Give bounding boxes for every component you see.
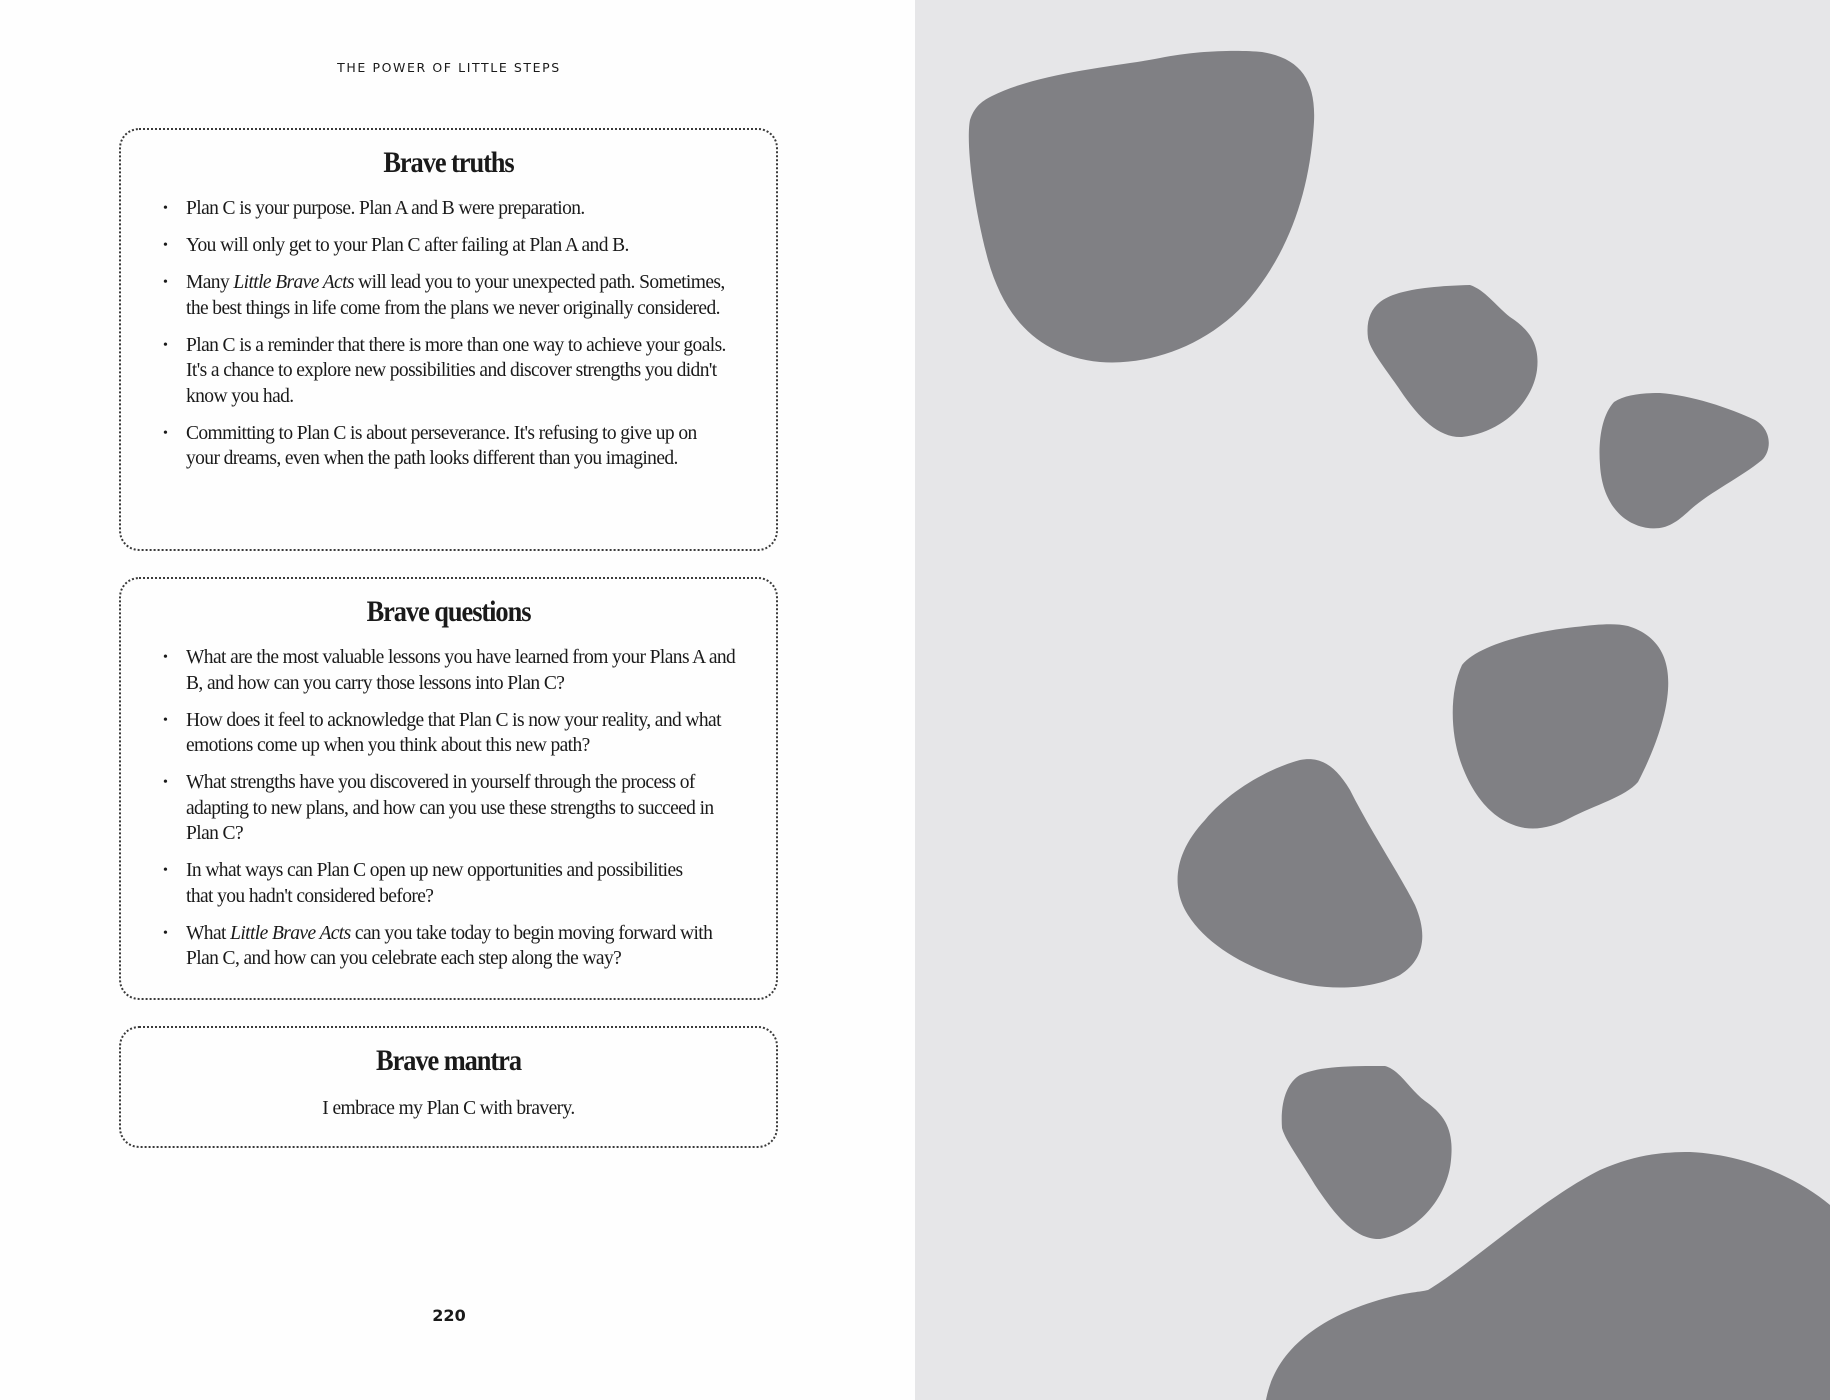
bullet-icon: • <box>163 863 168 878</box>
brave-questions-title: Brave questions <box>366 595 531 628</box>
bullet-icon: • <box>163 337 168 353</box>
list-item: • How does it feel to acknowledge that Plan C is now your reality, and what emotions come up when you think about this new path? <box>163 709 721 756</box>
brave-questions-list <box>121 645 776 972</box>
list-item: • In what ways can Plan C open up new opportunities and possibilities that you hadn't considered before? <box>163 860 683 907</box>
brave-questions-box <box>119 577 778 1000</box>
brave-truths-box <box>119 128 778 551</box>
list-item: • What Little Brave Acts can you take today to begin moving forward with Plan C, and how can you celebrate each step along the way? <box>163 922 713 969</box>
blob-shape-1 <box>969 51 1314 363</box>
bullet-icon: • <box>163 238 168 253</box>
page-number: 220 <box>432 1306 466 1325</box>
list-item: • Committing to Plan C is about perseverance. It's refusing to give up on your dreams, even when the path looks different than you imagined. <box>163 422 697 469</box>
list-item: • Plan C is your purpose. Plan A and B were preparation. <box>121 196 776 222</box>
blob-shape-2 <box>1368 285 1538 437</box>
bullet-icon: • <box>163 201 168 216</box>
blob-shape-6 <box>1282 1066 1452 1239</box>
emphasis-little-brave-acts: Little Brave Acts <box>233 272 354 293</box>
list-item: • What strengths have you discovered in yourself through the process of adapting to new plans, and how can you use these strengths to succeed in Plan C? <box>163 772 714 844</box>
right-page-illustration <box>915 0 1830 1400</box>
list-item: • What are the most valuable lessons you have learned from your Plans A and B, and how can you carry those lessons into Plan C? <box>163 647 736 694</box>
bullet-icon: • <box>163 425 168 441</box>
emphasis-little-brave-acts: Little Brave Acts <box>230 922 351 944</box>
bullet-icon: • <box>163 275 168 290</box>
bullet-icon: • <box>163 650 168 665</box>
brave-truths-title: Brave truths <box>383 146 514 179</box>
abstract-blobs-illustration <box>915 0 1830 1400</box>
running-head: THE POWER OF LITTLE STEPS <box>337 60 561 75</box>
bullet-icon: • <box>163 775 168 790</box>
list-item: • Plan C is a reminder that there is more than one way to achieve your goals. It's a chance to explore new possibilities and discover strengths you didn't know you had. <box>163 334 726 407</box>
blob-shape-3 <box>1600 393 1769 528</box>
list-item: • You will only get to your Plan C after failing at Plan A and B. <box>121 233 776 259</box>
brave-mantra-box <box>119 1026 778 1148</box>
list-item: • Many Little Brave Acts will lead you to your unexpected path. Sometimes, the best things in life come from the plans we never originally considered. <box>163 272 725 319</box>
brave-mantra-text: I embrace my Plan C with bravery. <box>322 1098 575 1119</box>
brave-truths-list <box>121 196 776 472</box>
blob-shape-4 <box>1453 624 1669 828</box>
bullet-icon: • <box>163 712 168 728</box>
bullet-icon: • <box>163 925 168 941</box>
blob-shape-5 <box>1178 759 1423 987</box>
brave-mantra-title: Brave mantra <box>376 1044 521 1077</box>
